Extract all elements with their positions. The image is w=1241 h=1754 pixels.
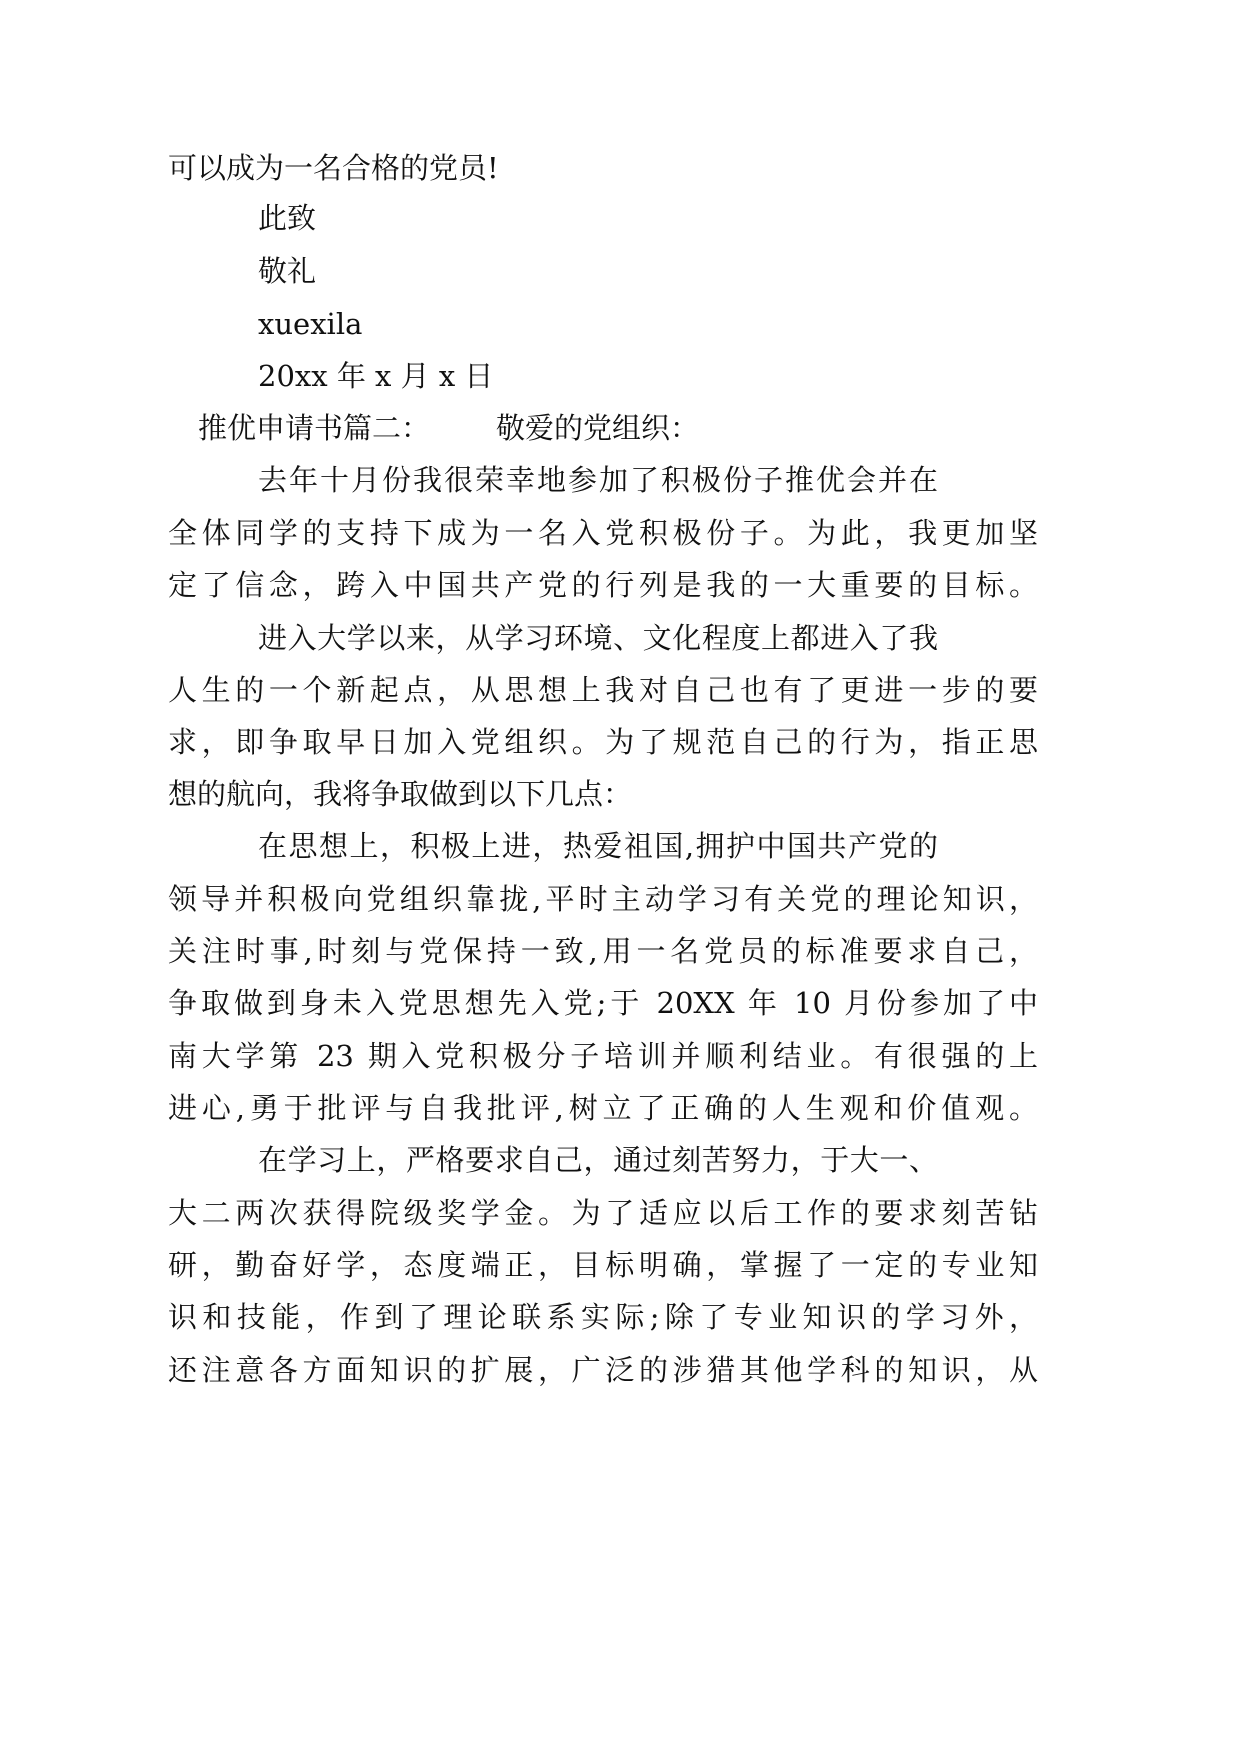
paragraph-line: 关注时事,时刻与党保持一致,用一名党员的标准要求自己， — [168, 934, 1038, 968]
text-line: 可以成为一名合格的党员! — [168, 151, 499, 185]
signature: xuexila — [258, 307, 363, 341]
paragraph-line: 定了信念，跨入中国共产党的行列是我的一大重要的目标。 — [168, 568, 1038, 602]
date-line: 20xx 年 x 月 x 日 — [258, 359, 494, 393]
paragraph-line: 争取做到身未入党思想先入党;于 20XX 年 10 月份参加了中 — [168, 986, 1038, 1020]
paragraph-line: 还注意各方面知识的扩展，广泛的涉猎其他学科的知识，从 — [168, 1353, 1038, 1387]
paragraph-line: 领导并积极向党组织靠拢,平时主动学习有关党的理论知识， — [168, 882, 1038, 916]
paragraph-line: 大二两次获得院级奖学金。为了适应以后工作的要求刻苦钻 — [168, 1196, 1038, 1230]
salutation: 敬爱的党组织： — [496, 411, 700, 445]
paragraph-line: 进入大学以来，从学习环境、文化程度上都进入了我 — [258, 621, 938, 655]
paragraph-line: 识和技能，作到了理论联系实际;除了专业知识的学习外， — [168, 1300, 1038, 1334]
closing-salute: 敬礼 — [258, 254, 317, 288]
paragraph-line: 研，勤奋好学，态度端正，目标明确，掌握了一定的专业知 — [168, 1248, 1038, 1282]
paragraph-line: 进心,勇于批评与自我批评,树立了正确的人生观和价值观。 — [168, 1091, 1038, 1125]
paragraph-line: 人生的一个新起点，从思想上我对自己也有了更进一步的要 — [168, 673, 1038, 707]
paragraph-line: 想的航向，我将争取做到以下几点： — [168, 777, 633, 811]
paragraph-line: 求，即争取早日加入党组织。为了规范自己的行为，指正思 — [168, 725, 1038, 759]
paragraph-line: 南大学第 23 期入党积极分子培训并顺利结业。有很强的上 — [168, 1039, 1038, 1073]
closing-greeting: 此致 — [258, 201, 317, 235]
paragraph-line: 在思想上，积极上进，热爱祖国,拥护中国共产党的 — [258, 829, 938, 863]
paragraph-line: 去年十月份我很荣幸地参加了积极份子推优会并在 — [258, 463, 938, 497]
paragraph-line: 在学习上，严格要求自己，通过刻苦努力，于大一、 — [258, 1143, 938, 1177]
paragraph-line: 全体同学的支持下成为一名入党积极份子。为此，我更加坚 — [168, 516, 1038, 550]
section-heading: 推优申请书篇二： — [198, 411, 431, 445]
